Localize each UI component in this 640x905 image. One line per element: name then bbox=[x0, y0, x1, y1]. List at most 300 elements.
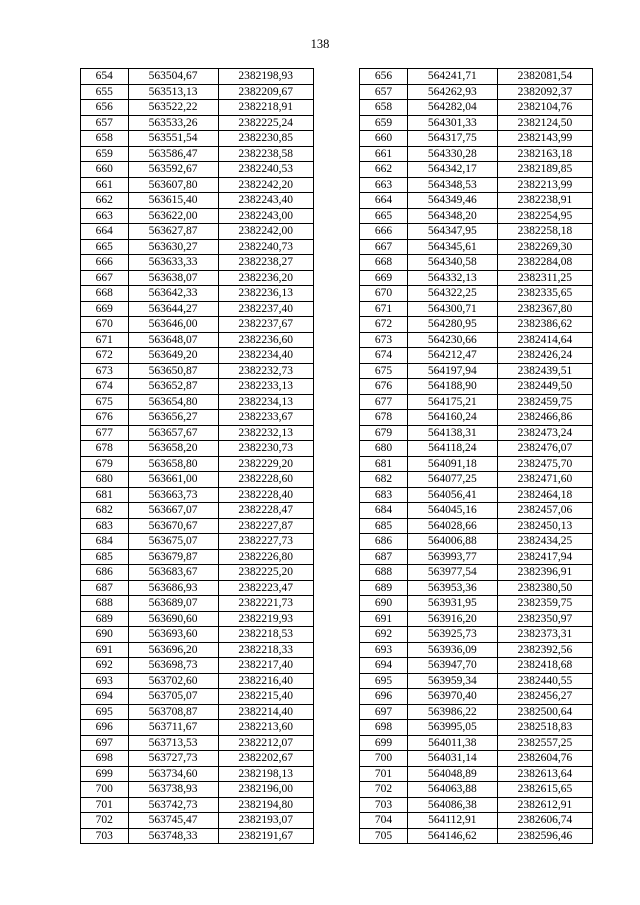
left-y-coordinate: 2382215,40 bbox=[218, 689, 313, 705]
left-point-number: 658 bbox=[81, 131, 129, 147]
right-y-coordinate: 2382606,74 bbox=[497, 813, 592, 829]
right-y-coordinate: 2382414,64 bbox=[497, 332, 592, 348]
right-x-coordinate: 564197,94 bbox=[407, 363, 497, 379]
right-point-number: 669 bbox=[360, 270, 408, 286]
left-y-coordinate: 2382243,40 bbox=[218, 193, 313, 209]
right-x-coordinate: 563916,20 bbox=[407, 611, 497, 627]
column-gap bbox=[313, 84, 360, 100]
right-x-coordinate: 563936,09 bbox=[407, 642, 497, 658]
left-y-coordinate: 2382223,47 bbox=[218, 580, 313, 596]
left-y-coordinate: 2382238,27 bbox=[218, 255, 313, 271]
right-y-coordinate: 2382104,76 bbox=[497, 100, 592, 116]
left-y-coordinate: 2382212,07 bbox=[218, 735, 313, 751]
right-y-coordinate: 2382380,50 bbox=[497, 580, 592, 596]
left-y-coordinate: 2382216,40 bbox=[218, 673, 313, 689]
right-x-coordinate: 564056,41 bbox=[407, 487, 497, 503]
table-row bbox=[81, 782, 593, 798]
left-x-coordinate: 563504,67 bbox=[128, 69, 218, 85]
left-point-number: 663 bbox=[81, 208, 129, 224]
right-y-coordinate: 2382417,94 bbox=[497, 549, 592, 565]
left-point-number: 668 bbox=[81, 286, 129, 302]
table-row bbox=[81, 224, 593, 240]
table-row bbox=[81, 270, 593, 286]
right-x-coordinate: 564348,53 bbox=[407, 177, 497, 193]
column-gap bbox=[313, 131, 360, 147]
left-point-number: 664 bbox=[81, 224, 129, 240]
column-gap bbox=[313, 828, 360, 844]
column-gap bbox=[313, 332, 360, 348]
column-gap bbox=[313, 410, 360, 426]
column-gap bbox=[313, 735, 360, 751]
left-x-coordinate: 563679,87 bbox=[128, 549, 218, 565]
right-x-coordinate: 564091,18 bbox=[407, 456, 497, 472]
right-x-coordinate: 563947,70 bbox=[407, 658, 497, 674]
left-point-number: 683 bbox=[81, 518, 129, 534]
left-point-number: 681 bbox=[81, 487, 129, 503]
right-y-coordinate: 2382396,91 bbox=[497, 565, 592, 581]
left-point-number: 659 bbox=[81, 146, 129, 162]
right-y-coordinate: 2382439,51 bbox=[497, 363, 592, 379]
table-row bbox=[81, 348, 593, 364]
left-point-number: 692 bbox=[81, 658, 129, 674]
table-row bbox=[81, 534, 593, 550]
right-y-coordinate: 2382557,25 bbox=[497, 735, 592, 751]
column-gap bbox=[313, 441, 360, 457]
right-point-number: 679 bbox=[360, 425, 408, 441]
right-y-coordinate: 2382450,13 bbox=[497, 518, 592, 534]
left-y-coordinate: 2382214,40 bbox=[218, 704, 313, 720]
left-point-number: 703 bbox=[81, 828, 129, 844]
column-gap bbox=[313, 565, 360, 581]
right-point-number: 700 bbox=[360, 751, 408, 767]
right-x-coordinate: 564138,31 bbox=[407, 425, 497, 441]
right-y-coordinate: 2382373,31 bbox=[497, 627, 592, 643]
column-gap bbox=[313, 348, 360, 364]
left-point-number: 696 bbox=[81, 720, 129, 736]
right-x-coordinate: 564262,93 bbox=[407, 84, 497, 100]
left-y-coordinate: 2382209,67 bbox=[218, 84, 313, 100]
right-x-coordinate: 563970,40 bbox=[407, 689, 497, 705]
left-y-coordinate: 2382228,47 bbox=[218, 503, 313, 519]
table-row bbox=[81, 472, 593, 488]
left-y-coordinate: 2382236,13 bbox=[218, 286, 313, 302]
right-y-coordinate: 2382258,18 bbox=[497, 224, 592, 240]
table-row bbox=[81, 673, 593, 689]
left-y-coordinate: 2382232,73 bbox=[218, 363, 313, 379]
column-gap bbox=[313, 286, 360, 302]
right-y-coordinate: 2382500,64 bbox=[497, 704, 592, 720]
left-point-number: 675 bbox=[81, 394, 129, 410]
table-row bbox=[81, 751, 593, 767]
table-row bbox=[81, 84, 593, 100]
right-point-number: 663 bbox=[360, 177, 408, 193]
right-y-coordinate: 2382143,99 bbox=[497, 131, 592, 147]
coordinates-table bbox=[80, 68, 593, 844]
right-point-number: 685 bbox=[360, 518, 408, 534]
right-y-coordinate: 2382518,83 bbox=[497, 720, 592, 736]
right-x-coordinate: 563977,54 bbox=[407, 565, 497, 581]
left-y-coordinate: 2382227,73 bbox=[218, 534, 313, 550]
right-point-number: 688 bbox=[360, 565, 408, 581]
table-row bbox=[81, 332, 593, 348]
table-row bbox=[81, 689, 593, 705]
right-point-number: 682 bbox=[360, 472, 408, 488]
column-gap bbox=[313, 658, 360, 674]
column-gap bbox=[313, 177, 360, 193]
left-point-number: 689 bbox=[81, 611, 129, 627]
left-y-coordinate: 2382237,40 bbox=[218, 301, 313, 317]
right-point-number: 684 bbox=[360, 503, 408, 519]
left-point-number: 699 bbox=[81, 766, 129, 782]
right-y-coordinate: 2382459,75 bbox=[497, 394, 592, 410]
left-x-coordinate: 563513,13 bbox=[128, 84, 218, 100]
left-point-number: 673 bbox=[81, 363, 129, 379]
left-y-coordinate: 2382196,00 bbox=[218, 782, 313, 798]
right-point-number: 660 bbox=[360, 131, 408, 147]
right-y-coordinate: 2382213,99 bbox=[497, 177, 592, 193]
left-point-number: 672 bbox=[81, 348, 129, 364]
right-x-coordinate: 564332,13 bbox=[407, 270, 497, 286]
table-row bbox=[81, 720, 593, 736]
left-point-number: 686 bbox=[81, 565, 129, 581]
right-point-number: 701 bbox=[360, 766, 408, 782]
right-x-coordinate: 564028,66 bbox=[407, 518, 497, 534]
table-row bbox=[81, 115, 593, 131]
right-x-coordinate: 563925,73 bbox=[407, 627, 497, 643]
right-y-coordinate: 2382613,64 bbox=[497, 766, 592, 782]
right-y-coordinate: 2382466,86 bbox=[497, 410, 592, 426]
left-point-number: 688 bbox=[81, 596, 129, 612]
left-x-coordinate: 563522,22 bbox=[128, 100, 218, 116]
left-x-coordinate: 563644,27 bbox=[128, 301, 218, 317]
left-y-coordinate: 2382232,13 bbox=[218, 425, 313, 441]
right-y-coordinate: 2382456,27 bbox=[497, 689, 592, 705]
column-gap bbox=[313, 720, 360, 736]
column-gap bbox=[313, 611, 360, 627]
left-y-coordinate: 2382240,73 bbox=[218, 239, 313, 255]
left-y-coordinate: 2382218,91 bbox=[218, 100, 313, 116]
right-point-number: 671 bbox=[360, 301, 408, 317]
right-x-coordinate: 564031,14 bbox=[407, 751, 497, 767]
left-point-number: 693 bbox=[81, 673, 129, 689]
table-row bbox=[81, 441, 593, 457]
left-point-number: 677 bbox=[81, 425, 129, 441]
right-x-coordinate: 564349,46 bbox=[407, 193, 497, 209]
right-point-number: 689 bbox=[360, 580, 408, 596]
left-point-number: 698 bbox=[81, 751, 129, 767]
left-point-number: 661 bbox=[81, 177, 129, 193]
column-gap bbox=[313, 518, 360, 534]
table-row bbox=[81, 596, 593, 612]
left-point-number: 684 bbox=[81, 534, 129, 550]
table-row bbox=[81, 239, 593, 255]
left-point-number: 702 bbox=[81, 813, 129, 829]
right-point-number: 662 bbox=[360, 162, 408, 178]
left-x-coordinate: 563670,67 bbox=[128, 518, 218, 534]
column-gap bbox=[313, 472, 360, 488]
left-y-coordinate: 2382225,20 bbox=[218, 565, 313, 581]
column-gap bbox=[313, 704, 360, 720]
right-y-coordinate: 2382615,65 bbox=[497, 782, 592, 798]
left-y-coordinate: 2382217,40 bbox=[218, 658, 313, 674]
left-x-coordinate: 563650,87 bbox=[128, 363, 218, 379]
left-point-number: 678 bbox=[81, 441, 129, 457]
left-point-number: 671 bbox=[81, 332, 129, 348]
right-y-coordinate: 2382612,91 bbox=[497, 797, 592, 813]
right-point-number: 704 bbox=[360, 813, 408, 829]
left-x-coordinate: 563607,80 bbox=[128, 177, 218, 193]
left-y-coordinate: 2382219,93 bbox=[218, 611, 313, 627]
right-y-coordinate: 2382284,08 bbox=[497, 255, 592, 271]
left-y-coordinate: 2382243,00 bbox=[218, 208, 313, 224]
right-y-coordinate: 2382418,68 bbox=[497, 658, 592, 674]
left-point-number: 700 bbox=[81, 782, 129, 798]
left-y-coordinate: 2382218,33 bbox=[218, 642, 313, 658]
right-point-number: 656 bbox=[360, 69, 408, 85]
left-point-number: 679 bbox=[81, 456, 129, 472]
left-x-coordinate: 563656,27 bbox=[128, 410, 218, 426]
left-x-coordinate: 563686,93 bbox=[128, 580, 218, 596]
left-point-number: 676 bbox=[81, 410, 129, 426]
page-number: 138 bbox=[310, 37, 330, 51]
right-y-coordinate: 2382124,50 bbox=[497, 115, 592, 131]
left-point-number: 697 bbox=[81, 735, 129, 751]
left-x-coordinate: 563708,87 bbox=[128, 704, 218, 720]
left-y-coordinate: 2382225,24 bbox=[218, 115, 313, 131]
left-y-coordinate: 2382218,53 bbox=[218, 627, 313, 643]
right-point-number: 687 bbox=[360, 549, 408, 565]
left-point-number: 674 bbox=[81, 379, 129, 395]
left-x-coordinate: 563652,87 bbox=[128, 379, 218, 395]
right-x-coordinate: 563995,05 bbox=[407, 720, 497, 736]
right-y-coordinate: 2382449,50 bbox=[497, 379, 592, 395]
right-x-coordinate: 564342,17 bbox=[407, 162, 497, 178]
column-gap bbox=[313, 503, 360, 519]
right-x-coordinate: 564077,25 bbox=[407, 472, 497, 488]
right-point-number: 668 bbox=[360, 255, 408, 271]
right-point-number: 670 bbox=[360, 286, 408, 302]
column-gap bbox=[313, 394, 360, 410]
column-gap bbox=[313, 115, 360, 131]
table-row bbox=[81, 797, 593, 813]
left-x-coordinate: 563661,00 bbox=[128, 472, 218, 488]
left-x-coordinate: 563693,60 bbox=[128, 627, 218, 643]
column-gap bbox=[313, 69, 360, 85]
column-gap bbox=[313, 689, 360, 705]
right-y-coordinate: 2382311,25 bbox=[497, 270, 592, 286]
column-gap bbox=[313, 534, 360, 550]
right-point-number: 676 bbox=[360, 379, 408, 395]
table-row bbox=[81, 766, 593, 782]
right-x-coordinate: 563986,22 bbox=[407, 704, 497, 720]
right-point-number: 665 bbox=[360, 208, 408, 224]
table-row bbox=[81, 658, 593, 674]
table-row bbox=[81, 735, 593, 751]
right-point-number: 677 bbox=[360, 394, 408, 410]
left-x-coordinate: 563698,73 bbox=[128, 658, 218, 674]
left-y-coordinate: 2382230,73 bbox=[218, 441, 313, 457]
left-point-number: 655 bbox=[81, 84, 129, 100]
left-point-number: 665 bbox=[81, 239, 129, 255]
column-gap bbox=[313, 162, 360, 178]
left-point-number: 687 bbox=[81, 580, 129, 596]
table-row bbox=[81, 162, 593, 178]
column-gap bbox=[313, 797, 360, 813]
right-point-number: 674 bbox=[360, 348, 408, 364]
left-point-number: 667 bbox=[81, 270, 129, 286]
left-x-coordinate: 563646,00 bbox=[128, 317, 218, 333]
right-point-number: 658 bbox=[360, 100, 408, 116]
right-x-coordinate: 564146,62 bbox=[407, 828, 497, 844]
left-y-coordinate: 2382221,73 bbox=[218, 596, 313, 612]
right-x-coordinate: 564118,24 bbox=[407, 441, 497, 457]
right-point-number: 699 bbox=[360, 735, 408, 751]
right-y-coordinate: 2382392,56 bbox=[497, 642, 592, 658]
right-x-coordinate: 563931,95 bbox=[407, 596, 497, 612]
left-y-coordinate: 2382230,85 bbox=[218, 131, 313, 147]
left-x-coordinate: 563638,07 bbox=[128, 270, 218, 286]
left-x-coordinate: 563551,54 bbox=[128, 131, 218, 147]
left-x-coordinate: 563742,73 bbox=[128, 797, 218, 813]
left-x-coordinate: 563648,07 bbox=[128, 332, 218, 348]
table-row bbox=[81, 518, 593, 534]
right-point-number: 681 bbox=[360, 456, 408, 472]
left-x-coordinate: 563689,07 bbox=[128, 596, 218, 612]
right-x-coordinate: 564300,71 bbox=[407, 301, 497, 317]
table-row bbox=[81, 363, 593, 379]
right-point-number: 667 bbox=[360, 239, 408, 255]
left-x-coordinate: 563658,80 bbox=[128, 456, 218, 472]
table-row bbox=[81, 286, 593, 302]
column-gap bbox=[313, 673, 360, 689]
left-y-coordinate: 2382233,13 bbox=[218, 379, 313, 395]
right-y-coordinate: 2382457,06 bbox=[497, 503, 592, 519]
column-gap bbox=[313, 751, 360, 767]
left-point-number: 662 bbox=[81, 193, 129, 209]
left-x-coordinate: 563592,67 bbox=[128, 162, 218, 178]
right-point-number: 675 bbox=[360, 363, 408, 379]
right-y-coordinate: 2382238,91 bbox=[497, 193, 592, 209]
right-point-number: 694 bbox=[360, 658, 408, 674]
column-gap bbox=[313, 193, 360, 209]
table-row bbox=[81, 580, 593, 596]
table-row bbox=[81, 379, 593, 395]
left-x-coordinate: 563642,33 bbox=[128, 286, 218, 302]
column-gap bbox=[313, 596, 360, 612]
right-x-coordinate: 563993,77 bbox=[407, 549, 497, 565]
right-point-number: 664 bbox=[360, 193, 408, 209]
table-row bbox=[81, 704, 593, 720]
right-point-number: 692 bbox=[360, 627, 408, 643]
coordinates-table-body bbox=[81, 69, 593, 844]
table-row bbox=[81, 549, 593, 565]
table-row bbox=[81, 301, 593, 317]
table-row bbox=[81, 177, 593, 193]
right-y-coordinate: 2382604,76 bbox=[497, 751, 592, 767]
right-point-number: 657 bbox=[360, 84, 408, 100]
table-row bbox=[81, 813, 593, 829]
right-point-number: 686 bbox=[360, 534, 408, 550]
right-point-number: 702 bbox=[360, 782, 408, 798]
right-y-coordinate: 2382476,07 bbox=[497, 441, 592, 457]
right-point-number: 659 bbox=[360, 115, 408, 131]
table-row bbox=[81, 642, 593, 658]
right-x-coordinate: 564340,58 bbox=[407, 255, 497, 271]
left-y-coordinate: 2382242,20 bbox=[218, 177, 313, 193]
table-row bbox=[81, 611, 593, 627]
right-y-coordinate: 2382350,97 bbox=[497, 611, 592, 627]
right-y-coordinate: 2382254,95 bbox=[497, 208, 592, 224]
left-x-coordinate: 563705,07 bbox=[128, 689, 218, 705]
right-y-coordinate: 2382163,18 bbox=[497, 146, 592, 162]
column-gap bbox=[313, 379, 360, 395]
right-point-number: 672 bbox=[360, 317, 408, 333]
column-gap bbox=[313, 255, 360, 271]
column-gap bbox=[313, 425, 360, 441]
left-y-coordinate: 2382202,67 bbox=[218, 751, 313, 767]
column-gap bbox=[313, 100, 360, 116]
right-point-number: 697 bbox=[360, 704, 408, 720]
left-point-number: 669 bbox=[81, 301, 129, 317]
left-y-coordinate: 2382236,60 bbox=[218, 332, 313, 348]
right-point-number: 705 bbox=[360, 828, 408, 844]
right-y-coordinate: 2382081,54 bbox=[497, 69, 592, 85]
right-x-coordinate: 563953,36 bbox=[407, 580, 497, 596]
right-x-coordinate: 564045,16 bbox=[407, 503, 497, 519]
left-point-number: 654 bbox=[81, 69, 129, 85]
left-x-coordinate: 563630,27 bbox=[128, 239, 218, 255]
left-y-coordinate: 2382238,58 bbox=[218, 146, 313, 162]
right-x-coordinate: 564317,75 bbox=[407, 131, 497, 147]
left-x-coordinate: 563663,73 bbox=[128, 487, 218, 503]
right-x-coordinate: 564280,95 bbox=[407, 317, 497, 333]
left-x-coordinate: 563658,20 bbox=[128, 441, 218, 457]
left-point-number: 657 bbox=[81, 115, 129, 131]
table-row bbox=[81, 208, 593, 224]
right-x-coordinate: 564345,61 bbox=[407, 239, 497, 255]
right-point-number: 691 bbox=[360, 611, 408, 627]
column-gap bbox=[313, 224, 360, 240]
left-x-coordinate: 563657,67 bbox=[128, 425, 218, 441]
right-point-number: 695 bbox=[360, 673, 408, 689]
left-point-number: 690 bbox=[81, 627, 129, 643]
right-y-coordinate: 2382473,24 bbox=[497, 425, 592, 441]
right-x-coordinate: 564241,71 bbox=[407, 69, 497, 85]
left-y-coordinate: 2382236,20 bbox=[218, 270, 313, 286]
left-x-coordinate: 563745,47 bbox=[128, 813, 218, 829]
table-row bbox=[81, 394, 593, 410]
table-row bbox=[81, 317, 593, 333]
left-y-coordinate: 2382233,67 bbox=[218, 410, 313, 426]
right-y-coordinate: 2382189,85 bbox=[497, 162, 592, 178]
table-row bbox=[81, 255, 593, 271]
column-gap bbox=[313, 301, 360, 317]
left-x-coordinate: 563696,20 bbox=[128, 642, 218, 658]
left-point-number: 695 bbox=[81, 704, 129, 720]
left-point-number: 666 bbox=[81, 255, 129, 271]
right-x-coordinate: 564160,24 bbox=[407, 410, 497, 426]
left-y-coordinate: 2382194,80 bbox=[218, 797, 313, 813]
right-x-coordinate: 564011,38 bbox=[407, 735, 497, 751]
left-y-coordinate: 2382237,67 bbox=[218, 317, 313, 333]
right-y-coordinate: 2382440,55 bbox=[497, 673, 592, 689]
right-point-number: 696 bbox=[360, 689, 408, 705]
left-x-coordinate: 563633,33 bbox=[128, 255, 218, 271]
right-x-coordinate: 564348,20 bbox=[407, 208, 497, 224]
right-y-coordinate: 2382335,65 bbox=[497, 286, 592, 302]
column-gap bbox=[313, 766, 360, 782]
right-x-coordinate: 564112,91 bbox=[407, 813, 497, 829]
